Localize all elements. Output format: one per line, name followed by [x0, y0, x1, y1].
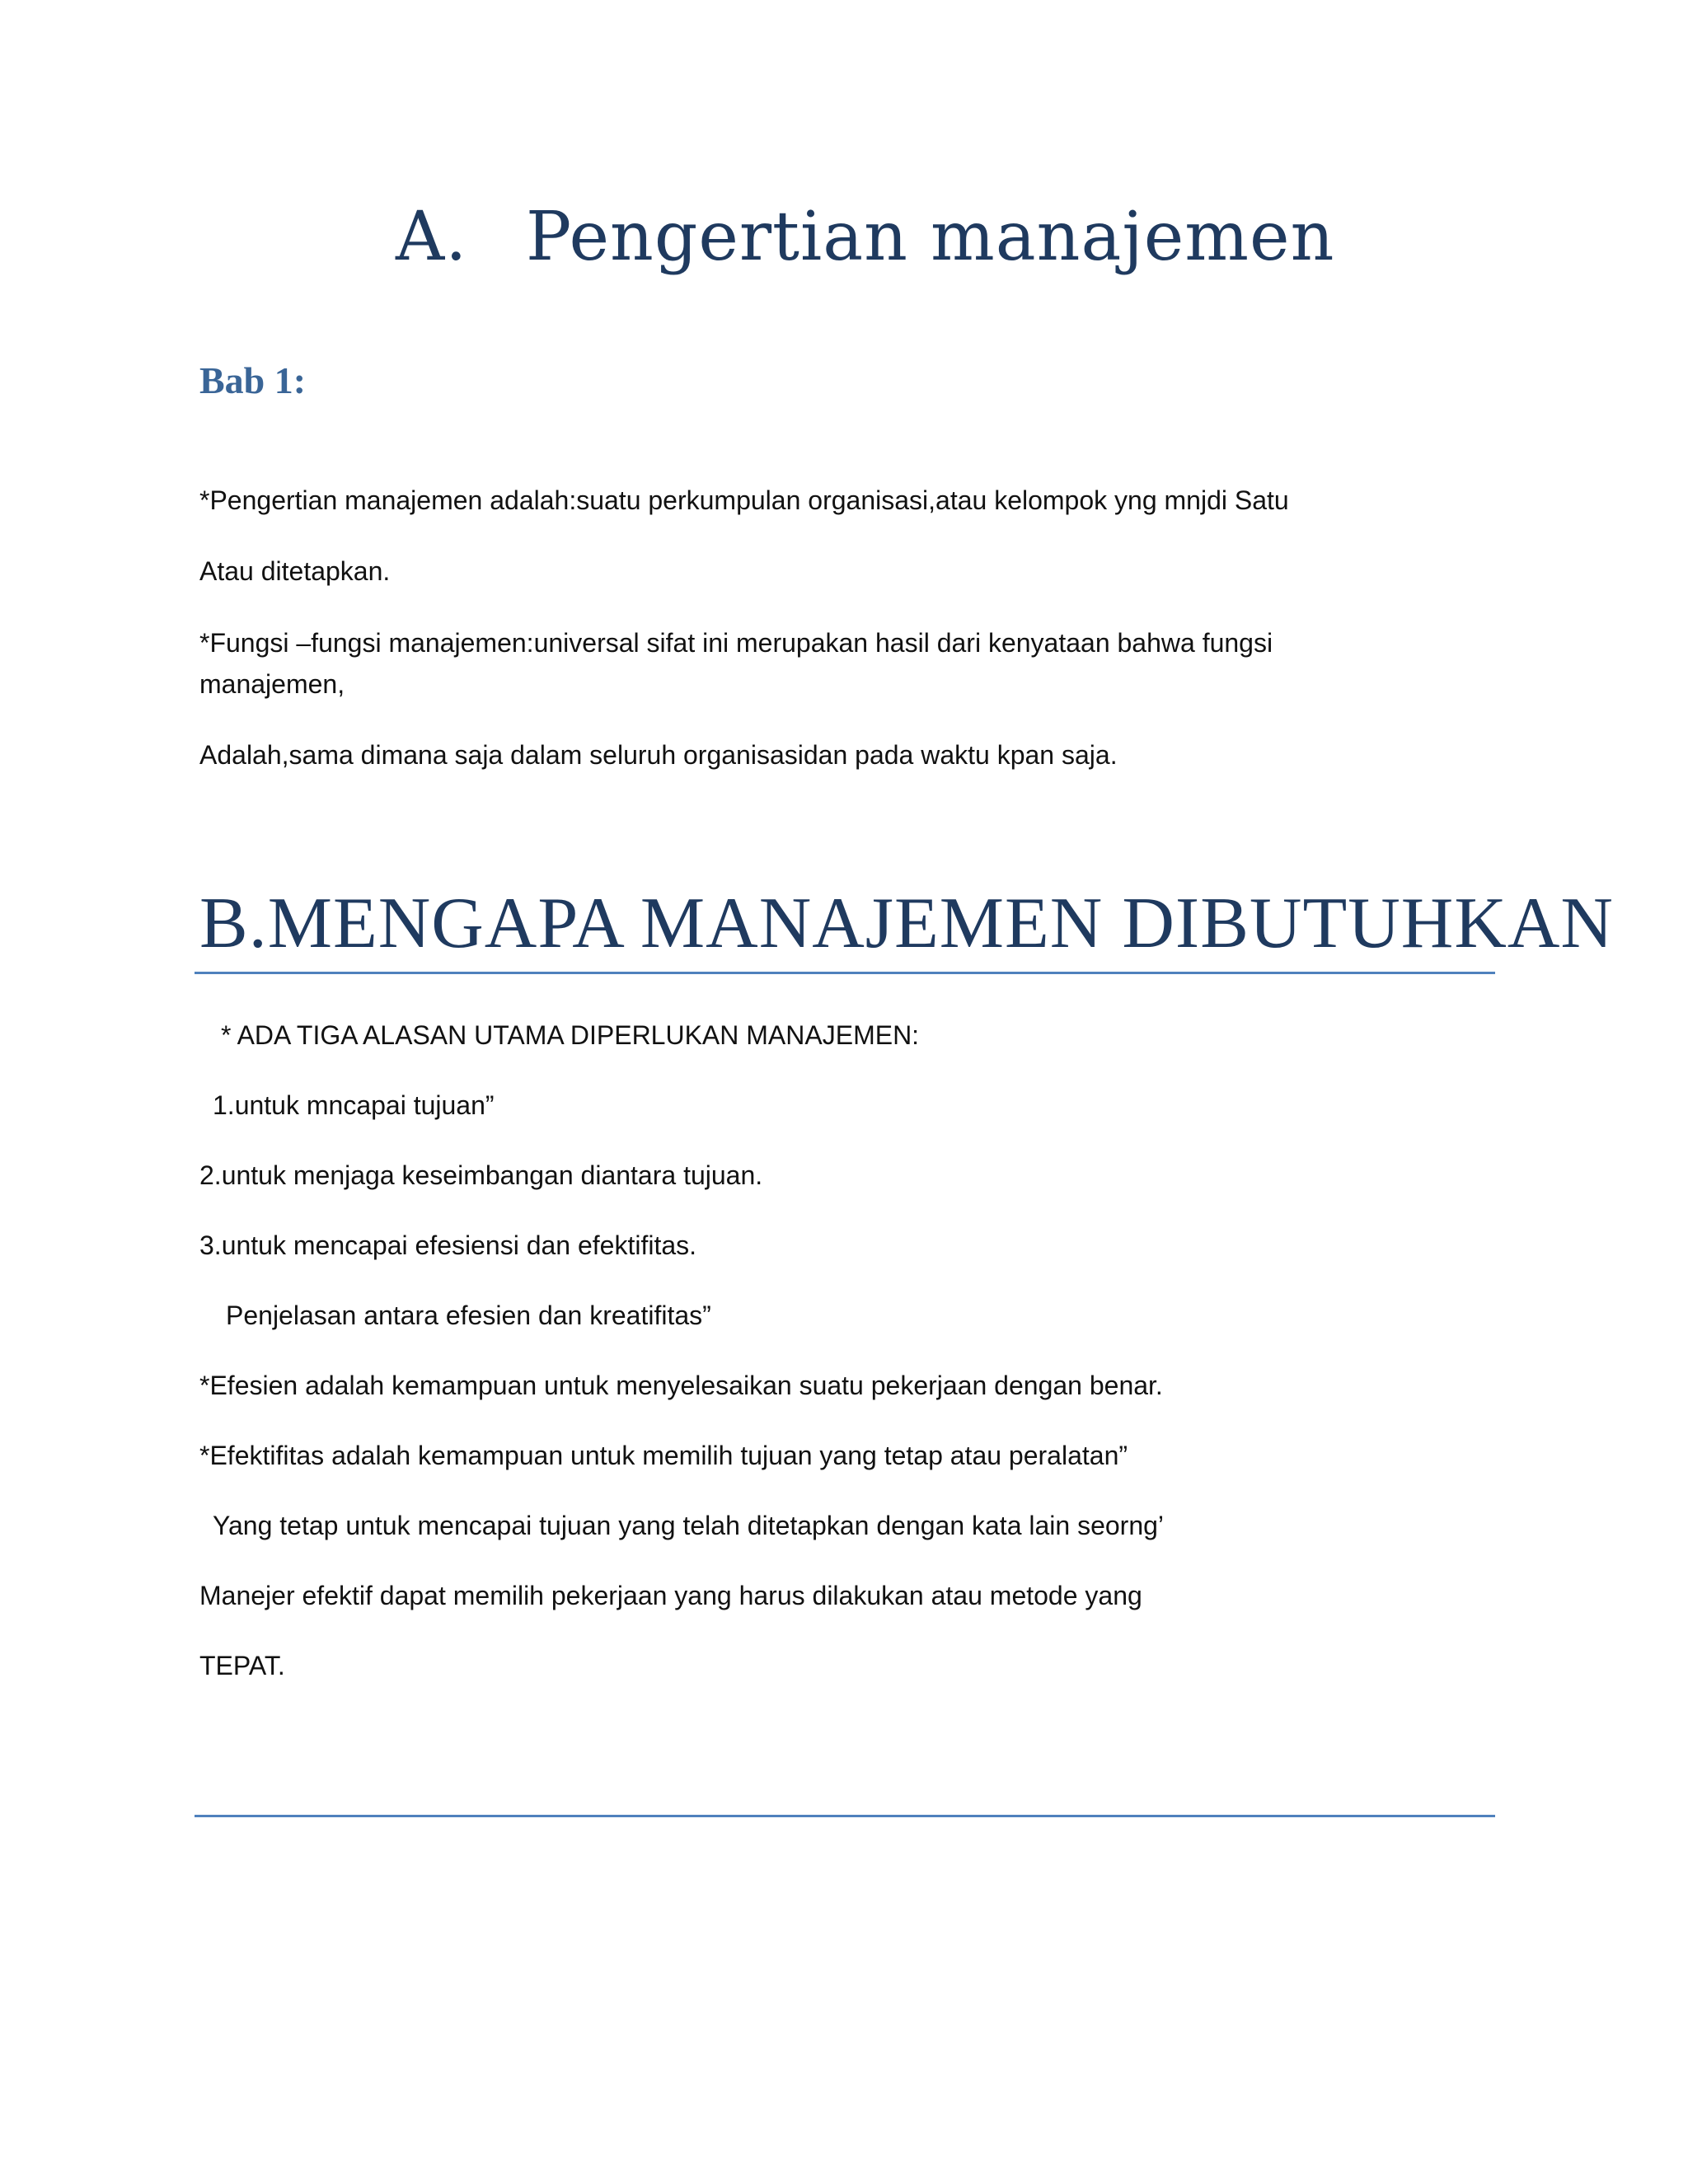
footer-rule — [195, 1815, 1495, 1817]
section-a-title: Pengertian manajemen — [526, 198, 1335, 276]
section-a-heading — [396, 198, 1334, 276]
bab-heading: Bab 1: — [199, 359, 307, 401]
section-a-letter: A. — [396, 198, 468, 276]
paragraph-manejer: Manejer efektif dapat memilih pekerjaan yang harus dilakukan atau metode yang — [199, 1581, 1142, 1610]
paragraph-efektifitas: *Efektifitas adalah kemampuan untuk memilih tujuan yang tetap atau peralatan” — [199, 1441, 1128, 1470]
paragraph-pengertian: *Pengertian manajemen adalah:suatu perkumpulan organisasi,atau kelompok yng mnjdi Satu — [199, 485, 1289, 515]
list-item-2: 2.untuk menjaga keseimbangan diantara tujuan. — [199, 1160, 763, 1190]
paragraph-alasan-intro: * ADA TIGA ALASAN UTAMA DIPERLUKAN MANAJEMEN: — [221, 1020, 920, 1050]
paragraph-fungsi: *Fungsi –fungsi manajemen:universal sifat ini merupakan hasil dari kenyataan bahwa fungsi manajemen, — [199, 628, 1273, 699]
paragraph-penjelasan: Penjelasan antara efesien dan kreatifitas” — [226, 1301, 711, 1330]
list-item-1: 1.untuk mncapai tujuan” — [213, 1090, 495, 1120]
paragraph-tepat: TEPAT. — [199, 1651, 285, 1680]
paragraph-ditetapkan: Atau ditetapkan. — [199, 556, 391, 586]
paragraph-adalah: Adalah,sama dimana saja dalam seluruh organisasidan pada waktu kpan saja. — [199, 740, 1118, 770]
heading-underline — [195, 972, 1495, 974]
paragraph-yang-tetap: Yang tetap untuk mencapai tujuan yang telah ditetapkan dengan kata lain seorng’ — [213, 1511, 1165, 1540]
list-item-3: 3.untuk mencapai efesiensi dan efektifitas. — [199, 1230, 697, 1260]
section-b-heading: B.MENGAPA MANAJEMEN DIBUTUHKAN — [199, 883, 1614, 963]
paragraph-efesien: *Efesien adalah kemampuan untuk menyelesaikan suatu pekerjaan dengan benar. — [199, 1371, 1163, 1400]
